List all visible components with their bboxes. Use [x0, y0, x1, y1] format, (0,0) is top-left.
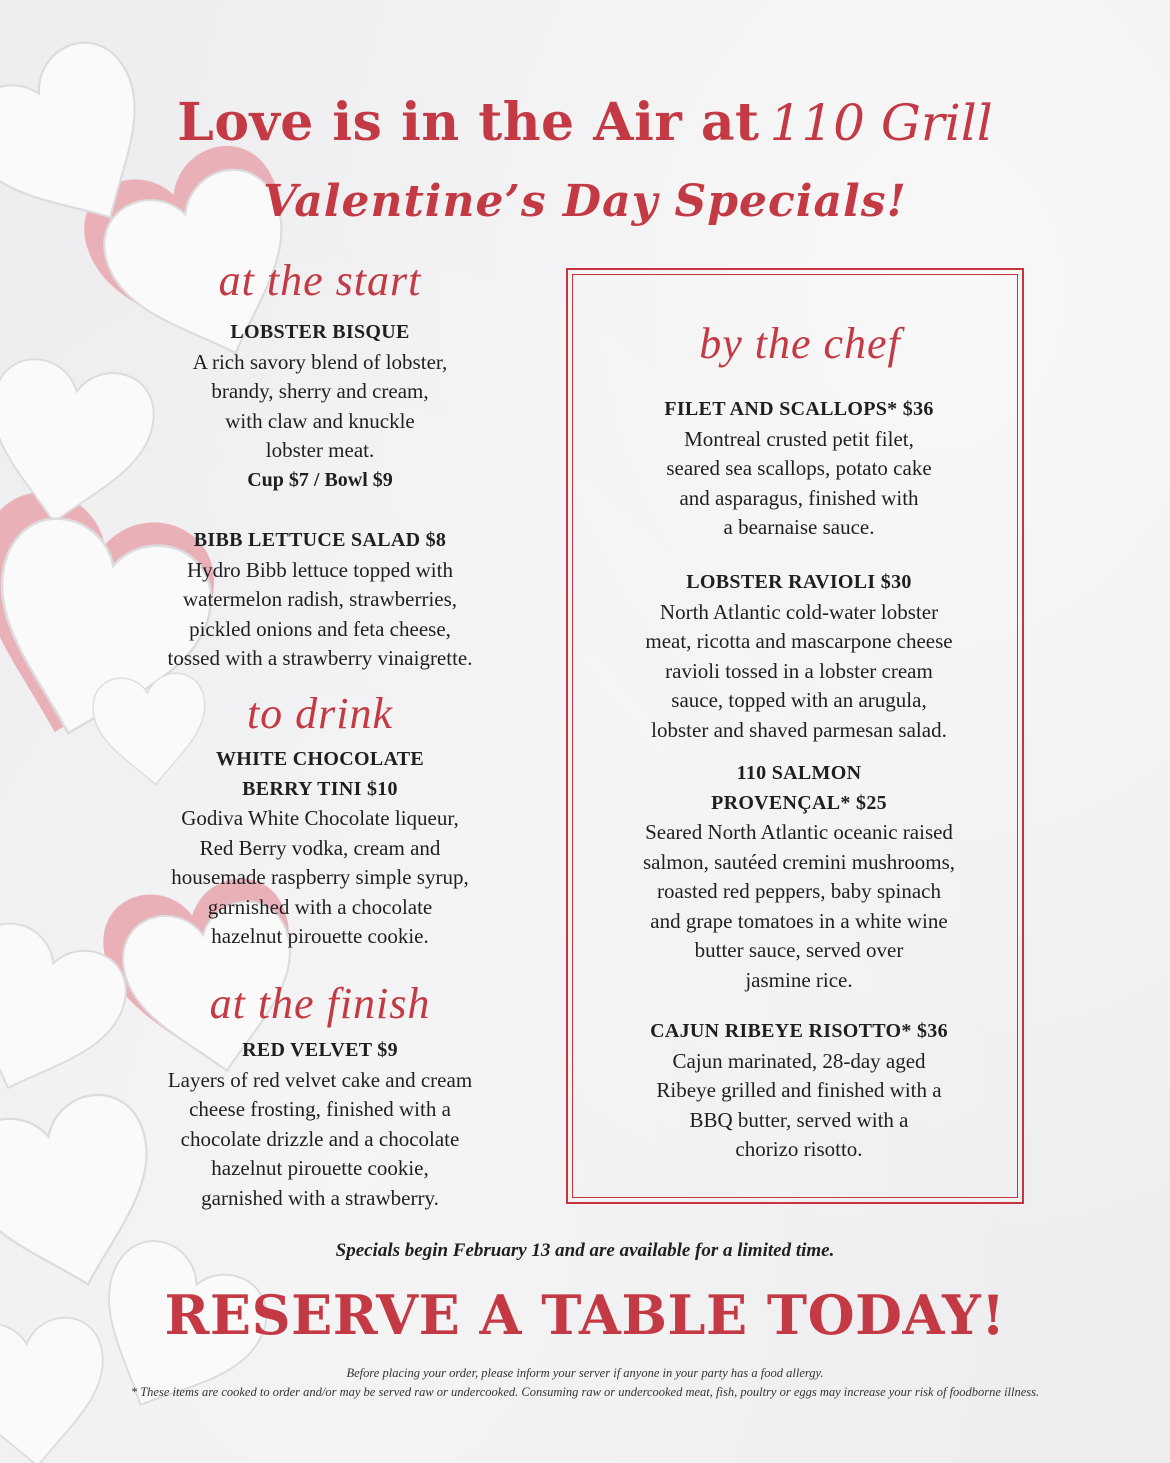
- heading-at-the-finish: at the finish: [209, 979, 431, 1028]
- item-desc-line: Montreal crusted petit filet,: [684, 426, 914, 451]
- item-desc-line: Seared North Atlantic oceanic raised: [645, 820, 953, 844]
- item-desc-line: BBQ butter, served with a: [689, 1107, 909, 1132]
- item-desc-line: hazelnut pirouette cookie.: [211, 924, 429, 948]
- item-desc-line: housemade raspberry simple syrup,: [171, 865, 469, 889]
- item-desc-line: Cajun marinated, 28-day aged: [672, 1048, 926, 1073]
- heading-to-drink: to drink: [246, 689, 394, 738]
- heading-by-the-chef: by the chef: [699, 319, 901, 368]
- menu-item-bibb-salad: [120, 526, 520, 674]
- item-desc-line: salmon, sautéed cremini mushrooms,: [642, 849, 956, 874]
- menu-item-lobster-bisque: [120, 318, 520, 495]
- item-desc-line: chorizo risotto.: [735, 1137, 863, 1161]
- item-desc-line: meat, ricotta and mascarpone cheese: [645, 629, 953, 653]
- item-desc-line: pickled onions and feta cheese,: [189, 616, 451, 641]
- item-desc-line: lobster and shaved parmesan salad.: [651, 717, 947, 742]
- item-desc-line: jasmine rice.: [745, 967, 853, 992]
- menu-item-salmon-provencal: [580, 759, 1018, 995]
- reserve-call-to-action: RESERVE A TABLE TODAY!: [164, 1283, 1006, 1347]
- heading-at-the-start: at the start: [218, 256, 422, 305]
- page-subtitle: Valentine’s Day Specials!: [263, 176, 907, 227]
- menu-item-lobster-ravioli: [580, 568, 1018, 745]
- item-name: BERRY TINI $10: [242, 777, 398, 800]
- item-desc-line: garnished with a strawberry.: [201, 1185, 439, 1210]
- item-desc-line: and grape tomatoes in a white wine: [650, 908, 948, 933]
- item-name: LOBSTER BISQUE: [230, 321, 410, 343]
- allergy-notice: Before placing your order, please inform your server if anyone in your party has a food allergy.: [346, 1366, 824, 1380]
- item-desc-line: chocolate drizzle and a chocolate: [180, 1126, 460, 1151]
- item-desc-line: Red Berry vodka, cream and: [199, 835, 441, 860]
- item-desc-line: ravioli tossed in a lobster cream: [665, 658, 933, 683]
- menu-item-cajun-ribeye: [580, 1017, 1018, 1165]
- menu-item-filet-scallops: [580, 395, 1018, 543]
- item-desc-line: Layers of red velvet cake and cream: [167, 1067, 473, 1092]
- item-desc-line: Ribeye grilled and finished with a: [656, 1078, 942, 1102]
- page-title: [0, 92, 1170, 153]
- item-desc-line: cheese frosting, finished with a: [189, 1097, 451, 1121]
- title-brand: 110 Grill: [769, 94, 993, 152]
- item-name: WHITE CHOCOLATE: [215, 748, 425, 770]
- consumption-disclaimer: * These items are cooked to order and/or may be served raw or undercooked. Consuming raw or undercooked meat, fish, poultry or eggs may increase your risk of foodborne illness.: [130, 1385, 1040, 1399]
- item-name: BIBB LETTUCE SALAD $8: [193, 529, 447, 551]
- item-desc-line: North Atlantic cold-water lobster: [659, 599, 939, 624]
- item-desc-line: lobster meat.: [265, 438, 375, 462]
- item-price: Cup $7 / Bowl $9: [247, 468, 393, 491]
- item-desc-line: seared sea scallops, potato cake: [666, 456, 932, 480]
- menu-item-berry-tini: [120, 745, 520, 952]
- item-name: CAJUN RIBEYE RISOTTO* $36: [650, 1020, 948, 1042]
- availability-note: Specials begin February 13 and are available for a limited time.: [335, 1240, 835, 1261]
- menu-item-red-velvet: [120, 1036, 520, 1213]
- item-name: FILET AND SCALLOPS* $36: [664, 398, 934, 420]
- item-name: 110 SALMON: [736, 762, 862, 784]
- item-desc-line: tossed with a strawberry vinaigrette.: [167, 646, 473, 670]
- title-main: Love is in the Air at: [177, 92, 760, 153]
- item-desc-line: butter sauce, served over: [694, 938, 904, 962]
- item-desc-line: hazelnut pirouette cookie,: [211, 1156, 429, 1180]
- item-name: LOBSTER RAVIOLI $30: [686, 571, 912, 593]
- item-desc-line: with claw and knuckle: [225, 408, 415, 433]
- item-desc-line: Godiva White Chocolate liqueur,: [181, 806, 459, 830]
- item-desc-line: brandy, sherry and cream,: [211, 379, 429, 403]
- item-desc-line: Hydro Bibb lettuce topped with: [187, 557, 453, 582]
- item-desc-line: watermelon radish, strawberries,: [182, 587, 458, 611]
- item-name: PROVENÇAL* $25: [711, 791, 887, 814]
- item-desc-line: a bearnaise sauce.: [723, 515, 875, 539]
- item-desc-line: A rich savory blend of lobster,: [192, 349, 448, 374]
- item-name: RED VELVET $9: [242, 1039, 398, 1061]
- item-desc-line: sauce, topped with an arugula,: [671, 688, 927, 712]
- item-desc-line: roasted red peppers, baby spinach: [657, 879, 941, 903]
- item-desc-line: and asparagus, finished with: [679, 485, 919, 510]
- item-desc-line: garnished with a chocolate: [207, 894, 433, 919]
